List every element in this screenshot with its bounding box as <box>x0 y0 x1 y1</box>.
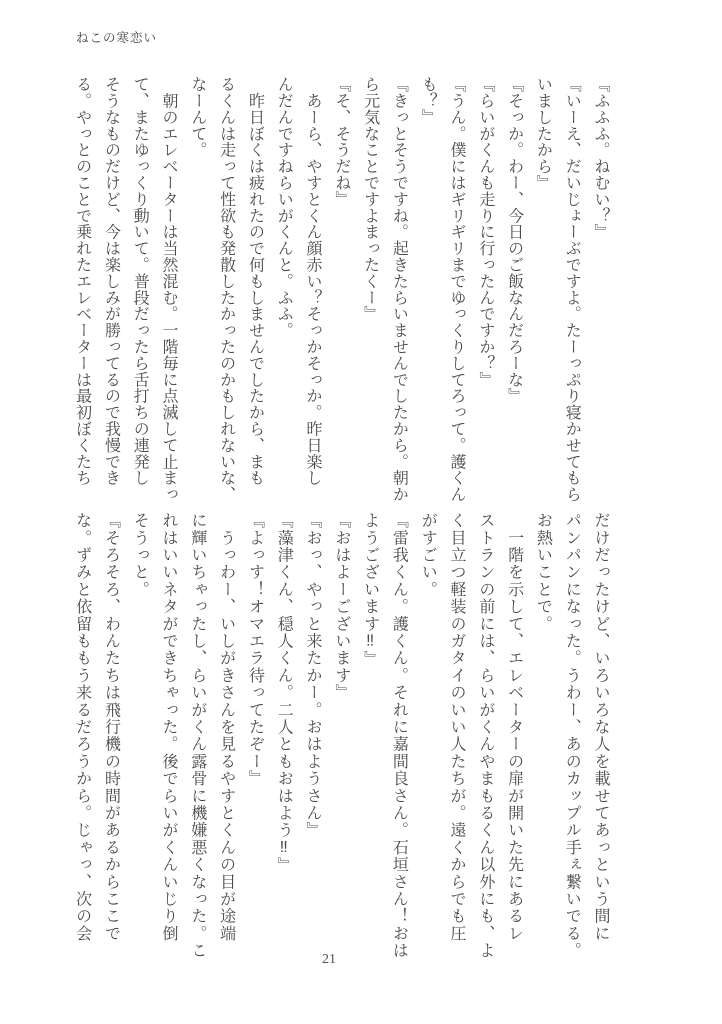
text-column: ストランの前には、らいがくんやまもるくん以外にも、よ <box>476 512 494 960</box>
text-column: お熱いことで。 <box>534 512 552 633</box>
text-band-top <box>64 76 614 516</box>
text-column: パンパンになった。うわー、あのカップル手ぇ繋いでる。 <box>563 512 581 960</box>
text-column: んだんですねらいがくんと。ふふ。 <box>275 76 293 339</box>
text-column: 昨日ぼくは疲れたので何もしませんでしたから、まも <box>246 76 264 486</box>
text-column: 『そっか。わー、今日のご飯なんだろーな』 <box>505 76 523 404</box>
text-column: 『うん。僕にはギリギリまでゆっくりしてろって。護くん <box>448 76 466 503</box>
page-number: 21 <box>322 952 336 967</box>
text-column: る。やっとのことで乗れたエレベーターは最初ぼくたち <box>73 76 91 486</box>
text-column: 『そ、そうだね』 <box>332 76 350 208</box>
text-column: て、またゆっくり動いて。普段だったら舌打ちの連発し <box>131 76 149 486</box>
text-column: ようございます‼』 <box>361 512 379 668</box>
text-column: 『おはよーございます』 <box>332 512 350 702</box>
text-column: ら元気なことですよまったくー』 <box>361 76 379 322</box>
text-band-bottom <box>62 512 614 974</box>
text-column: だけだったけど、いろいろな人を載せてあっという間に <box>592 512 609 942</box>
text-column: 『いーえ、だいじょーぶですよ。たーっぷり寝かせてもら <box>563 76 581 503</box>
text-column: 朝のエレベーターは当然混む。一階毎に点滅して止まっ <box>160 76 178 503</box>
text-column: 『そろそろ、わんたちは飛行機の時間があるからここで <box>102 512 120 942</box>
text-column: るくんは走って性欲も発散したかったのかもしれないな、 <box>217 76 235 503</box>
running-header-title: ねこの寒恋い <box>76 31 158 45</box>
text-column: 『らいがくんも走りに行ったんですか？』 <box>476 76 494 388</box>
text-column: いましたから』 <box>534 76 552 191</box>
text-column: れはいいネタができちゃった。後でらいがくんいじり倒 <box>160 512 178 942</box>
text-column: がすごい。 <box>419 512 437 598</box>
text-column: そうなものだけど、今は楽しみが勝ってるので我慢でき <box>102 76 120 486</box>
text-column: そうっと。 <box>131 512 149 598</box>
text-column: 一階を示して、エレベーターの扉が開いた先にあるレ <box>505 512 523 942</box>
text-column: なーんて。 <box>188 76 206 158</box>
text-column: 『雷我くん。護くん。それに嘉間良さん。石垣さん！おは <box>390 512 408 960</box>
text-column: 『きっとそうですね。起きたらいませんでしたから。朝か <box>390 76 408 503</box>
text-column: あーら、やすとくん顔赤い？そっかそっか。昨日楽し <box>304 76 322 486</box>
text-column: 『おっ、やっと来たかー。おはようさん』 <box>304 512 322 839</box>
text-column: 『ふふふ。ねむい？』 <box>592 76 609 240</box>
text-column: く目立つ軽装のガタイのいい人たちが。遠くからでも圧 <box>448 512 466 942</box>
text-column: に輝いちゃったし、らいがくん露骨に機嫌悪くなった。こ <box>188 512 206 960</box>
text-column: な。ずみと依留ももう来るだろうから。じゃっ、次の会 <box>73 512 91 942</box>
text-column: も？』 <box>419 76 437 126</box>
text-column: うっわー、いしがきさんを見るやすとくんの目が途端 <box>217 512 235 942</box>
text-column: 『よっす！オマエラ待ってたぞー』 <box>246 512 264 788</box>
text-column: 『藻津くん、穏人くん。二人ともおはよう‼』 <box>275 512 293 875</box>
